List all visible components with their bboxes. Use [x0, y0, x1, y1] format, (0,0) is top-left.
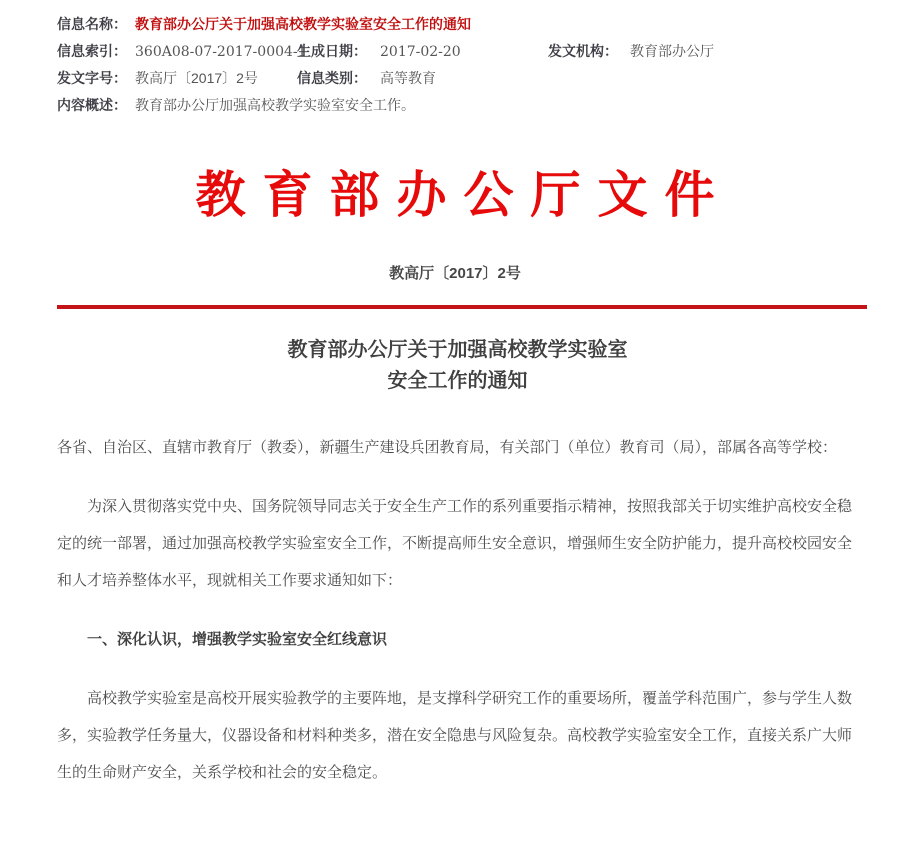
meta-category-label: 信息类别：	[297, 70, 367, 86]
document-body	[0, 335, 910, 811]
meta-category-value: 高等教育	[380, 70, 436, 86]
meta-name-label: 信息名称：	[57, 16, 127, 32]
meta-index-value: 360A08-07-2017-0004-1	[135, 44, 307, 60]
meta-summary-value: 教育部办公厅加强高校教学实验室安全工作。	[135, 97, 415, 113]
document-title-line1: 教育部办公厅关于加强高校教学实验室	[287, 338, 628, 361]
document-title-line2: 安全工作的通知	[387, 369, 528, 392]
metadata-table	[0, 0, 910, 122]
meta-docno-value: 教高厅〔2017〕2号	[135, 70, 258, 86]
meta-row-index-date-agency	[57, 41, 870, 68]
meta-row-summary	[57, 95, 870, 122]
letterhead-title: 教育部办公厅文件	[195, 167, 732, 223]
meta-agency-label: 发文机构：	[548, 43, 618, 59]
meta-summary-label: 内容概述：	[57, 97, 127, 113]
meta-docno-label: 发文字号：	[57, 70, 127, 86]
meta-name-value: 教育部办公厅关于加强高校教学实验室安全工作的通知	[135, 16, 471, 32]
meta-date-label: 生成日期：	[297, 43, 367, 59]
meta-agency-value: 教育部办公厅	[630, 43, 714, 59]
letterhead-doc-number: 教高厅〔2017〕2号	[389, 264, 521, 282]
meta-index-label: 信息索引：	[57, 43, 127, 59]
section-1-paragraph: 高校教学实验室是高校开展实验教学的主要阵地，是支撑科学研究工作的重要场所，覆盖学科范围广，参与学生人数多，实验教学任务量大，仪器设备和材料种类多，潜在安全隐患与风险复杂。高校教学实验室安全工作，直接关系广大师生的生命财产安全，关系学校和社会的安全稳定。	[57, 689, 853, 781]
salutation-paragraph: 各省、自治区、直辖市教育厅（教委），新疆生产建设兵团教育局，有关部门（单位）教育司（局），部属各高等学校：	[57, 438, 838, 456]
section-1-heading: 一、深化认识，增强教学实验室安全红线意识	[87, 630, 388, 648]
red-divider-rule	[57, 305, 867, 309]
meta-date-value: 2017-02-20	[380, 44, 461, 60]
intro-paragraph: 为深入贯彻落实党中央、国务院领导同志关于安全生产工作的系列重要指示精神，按照我部关于切实维护高校安全稳定的统一部署，通过加强高校教学实验室安全工作，不断提高师生安全意识，增强师生安全防护能力，提升高校校园安全和人才培养整体水平，现就相关工作要求通知如下：	[57, 497, 853, 589]
meta-row-name	[57, 14, 870, 41]
letterhead	[0, 162, 910, 309]
meta-row-docno-category	[57, 68, 870, 95]
document-title	[57, 335, 858, 397]
